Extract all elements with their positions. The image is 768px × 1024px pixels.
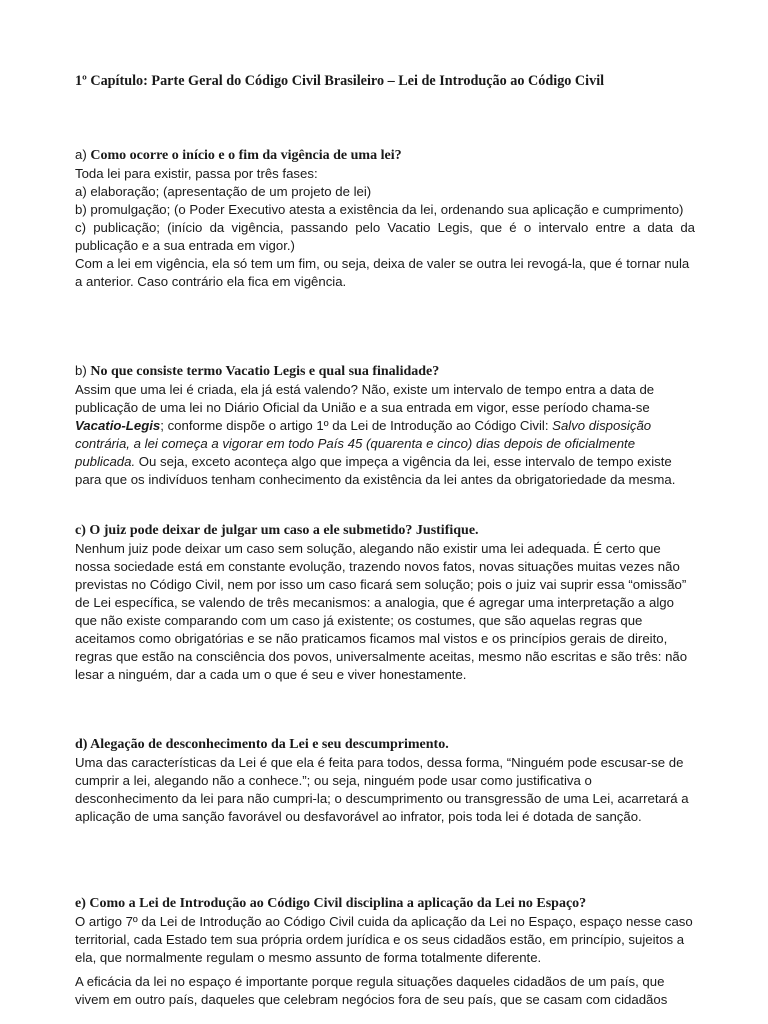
section-a-intro: Toda lei para existir, passa por três fases: [75, 166, 318, 181]
section-a [75, 146, 695, 291]
question-c [75, 522, 695, 540]
section-b [75, 362, 695, 489]
section-a-item-2: b) promulgação; (o Poder Executivo atesta a existência da lei, ordenando sua aplicação e cumprimento) [75, 202, 684, 217]
question-b [75, 362, 695, 381]
section-b-text-1: Assim que uma lei é criada, ela já está valendo? Não, existe um intervalo de tempo entra a data de publicação de uma lei no Diário Oficial da União e a sua entrada em vigor, esse período chama-se [75, 382, 655, 415]
question-c-text: c) O juiz pode deixar de julgar um caso a ele submetido? Justifique. [75, 523, 479, 538]
question-a [75, 146, 695, 165]
question-e [75, 895, 695, 913]
article-quote: Salvo disposição contrária, a lei começa a vigorar em todo País 45 (quarenta e cinco) dias depois de oficialmente publicada. [75, 418, 652, 469]
document-title: 1º Capítulo: Parte Geral do Código Civil Brasileiro – Lei de Introdução ao Código Civil [75, 73, 605, 89]
section-b-text-2: ; conforme dispõe o artigo 1º da Lei de Introdução ao Código Civil: [160, 418, 553, 433]
question-d-text: d) Alegação de desconhecimento da Lei e seu descumprimento. [75, 737, 449, 752]
section-e-body-1: O artigo 7º da Lei de Introdução ao Código Civil cuida da aplicação da Lei no Espaço, espaço nesse caso territorial, cada Estado tem sua própria ordem jurídica e os seus cidadãos estão, em princípio, sujeitos a ela, que normalmente regulam o mesmo assunto de forma totalmente diferente. [75, 914, 693, 965]
question-b-prefix: b) [75, 363, 91, 378]
question-d [75, 736, 695, 754]
section-c-body: Nenhum juiz pode deixar um caso sem solução, alegando não existir uma lei adequada. É certo que nossa sociedade está em constante evolução, trazendo novos fatos, novas situações muitas vezes não previstas no Código Civil, nem por isso um caso ficará sem solução; pois o juiz vai suprir essa “omissão” de Lei específica, se valendo de três mecanismos: a analogia, que é agregar uma interpretação a algo que não existe comparando com um caso já existente; os costumes, que são aquelas regras que aceitamos como obrigatórias e se não praticamos ficamos mal vistos e os princípios gerais de direito, regras que estão na consciência dos povos, universalmente aceitas, mesmo não escritas e são três: não lesar a ninguém, dar a cada um o que é seu e viver honestamente. [75, 541, 688, 682]
vacatio-legis-term: Vacatio-Legis [75, 418, 161, 433]
question-a-text: Como ocorre o início e o fim da vigência de uma lei? [90, 148, 402, 163]
section-a-item-3: c) publicação; (início da vigência, passando pelo Vacatio Legis, que é o intervalo entre a data da publicação e a sua entrada em vigor.) [75, 220, 695, 253]
section-e-body-2: A eficácia da lei no espaço é importante porque regula situações daqueles cidadãos de um país, que vivem em outro país, daqueles que celebram negócios fora de seu país, que se casam com cidadãos [75, 974, 668, 1007]
section-c [75, 522, 695, 684]
question-e-text: e) Como a Lei de Introdução ao Código Civil disciplina a aplicação da Lei no Espaço? [75, 896, 587, 911]
section-b-text-3: Ou seja, exceto aconteça algo que impeça a vigência da lei, esse intervalo de tempo existe para que os indivíduos tenham conhecimento da existência da lei antes da obrigatoriedade da mesma. [75, 454, 676, 487]
question-a-prefix: a) [75, 147, 91, 162]
section-d-body: Uma das características da Lei é que ela é feita para todos, dessa forma, “Ninguém pode escusar-se de cumprir a lei, alegando não a conhece.”; ou seja, ninguém pode usar como justificativa o desconhecimento da lei para não cumpri-la; o descumprimento ou transgressão de uma Lei, acarretará a aplicação de uma sanção favorável ou desfavorável ao infrator, pois toda lei é dotada de sanção. [75, 755, 689, 824]
question-b-text: No que consiste termo Vacatio Legis e qual sua finalidade? [90, 364, 440, 379]
section-a-item-1: a) elaboração; (apresentação de um projeto de lei) [75, 184, 372, 199]
section-d [75, 736, 695, 826]
section-b-body [75, 381, 695, 489]
section-e [75, 895, 695, 1009]
section-a-closing: Com a lei em vigência, ela só tem um fim, ou seja, deixa de valer se outra lei revogá-la, que é tornar nula a anterior. Caso contrário ela fica em vigência. [75, 256, 690, 289]
